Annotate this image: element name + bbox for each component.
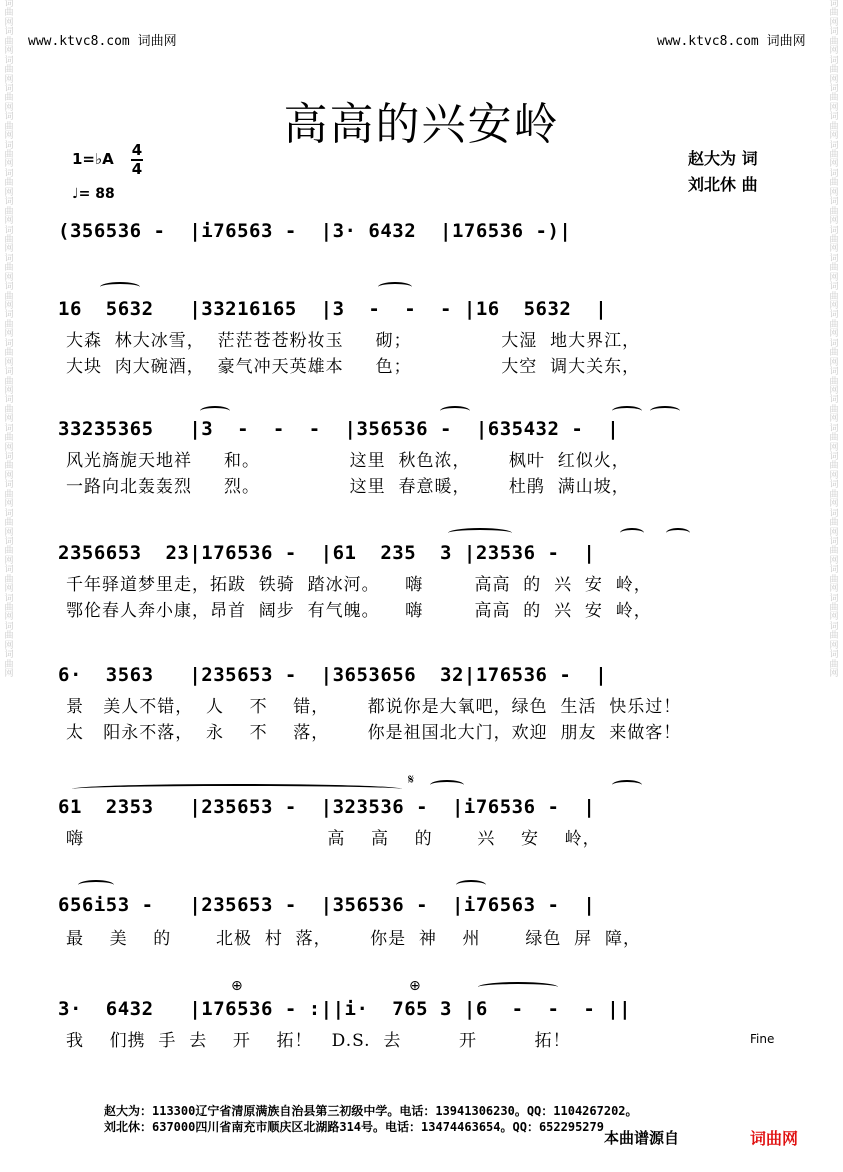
fine-mark: Fine [750, 1032, 775, 1046]
score-row-3-notes: 33235365 |3 - - - |356536 - |635432 - | [58, 418, 620, 440]
time-signature [131, 143, 143, 177]
time-signature-top: 4 [131, 141, 143, 159]
score-row-2-lyric-verse2: 大块 肉大碗酒， 豪气冲天英雄本 色； 大空 调大关东， [66, 357, 641, 377]
score-row-7-notes: 656i53 - |235653 - |356536 - |i76563 - | [58, 894, 596, 916]
key-signature: 1=♭A [72, 150, 114, 168]
lyricist-credit: 赵大为 词 [688, 149, 758, 168]
coda-sign-1: ⊕ [231, 978, 243, 994]
composer-credit: 刘北休 曲 [688, 175, 758, 194]
score-row-8-notes: 3· 6432 |176536 - :||i· 765 3 |6 - - - || [58, 998, 632, 1020]
score-row-7-lyric: 最 美 的 北极 村 落， 你是 神 州 绿色 屏 障， [66, 929, 641, 949]
score-row-8-lyric: 我 们携 手 去 开 拓！ D.S. 去 开 拓！ [66, 1031, 571, 1051]
slur [100, 282, 140, 292]
score-row-2-lyric-verse1: 大森 林大冰雪， 茫茫苍苍粉妆玉 砌； 大湿 地大界江， [66, 331, 641, 351]
site-label-right[interactable]: www.ktvc8.com 词曲网 [657, 34, 806, 49]
slur [478, 982, 558, 992]
score-row-5-notes: 6· 3563 |235653 - |3653656 32|176536 - | [58, 664, 608, 686]
side-watermark-left: 词曲网词曲网词曲网词曲网词曲网词曲网词曲网词曲网词曲网词曲网词曲网词曲网词曲网词曲网词曲网词曲网词曲网词曲网词曲网词曲网词曲网词曲网词曲网词曲网 [4, 0, 14, 680]
footer-lyricist-contact: 赵大为：113300辽宁省清原满族自治县第三初级中学。电话：13941306230。QQ：1104267202。 [104, 1104, 638, 1118]
side-watermark-right: 词曲网词曲网词曲网词曲网词曲网词曲网词曲网词曲网词曲网词曲网词曲网词曲网词曲网词曲网词曲网词曲网词曲网词曲网词曲网词曲网词曲网词曲网词曲网词曲网 [829, 0, 839, 680]
slur [612, 780, 642, 790]
score-row-3-lyric-verse1: 风光旖旎天地祥 和。 这里 秋色浓， 枫叶 红似火， [66, 451, 630, 471]
slur [440, 406, 470, 416]
brand-logo[interactable]: 词曲网 [750, 1129, 799, 1148]
score-row-4-notes: 2356653 23|176536 - |61 235 3 |23536 - | [58, 542, 596, 564]
source-label: 本曲谱源自 [604, 1129, 680, 1147]
score-row-5-lyric-verse1: 景 美人不错， 人 不 错， 都说你是大氧吧，绿色 生活 快乐过！ [66, 697, 682, 717]
slur [200, 406, 230, 416]
slur [72, 784, 402, 794]
site-label-left[interactable]: www.ktvc8.com 词曲网 [28, 34, 177, 49]
segno-sign: 𝄋 [408, 772, 415, 788]
slur [378, 282, 412, 292]
score-row-2-notes: 16 5632 |33216165 |3 - - - |16 5632 | [58, 298, 608, 320]
song-title: 高高的兴安岭 [283, 99, 560, 150]
score-row-3-lyric-verse2: 一路向北轰轰烈 烈。 这里 春意暖， 杜鹃 满山坡， [66, 477, 630, 497]
score-row-4-lyric-verse2: 鄂伦春人奔小康，昂首 阔步 有气魄。 嗨 高高 的 兴 安 岭， [66, 601, 652, 621]
slur [430, 780, 464, 790]
tempo-marking: ♩= 88 [72, 186, 115, 202]
slur [666, 528, 690, 538]
slur [448, 528, 512, 538]
coda-sign-2: ⊕ [409, 978, 421, 994]
slur [78, 880, 114, 890]
score-row-6-lyric: 嗨 高 高 的 兴 安 岭， [66, 829, 601, 849]
score-row-4-lyric-verse1: 千年驿道梦里走，拓跋 铁骑 踏冰河。 嗨 高高 的 兴 安 岭， [66, 575, 652, 595]
score-row-6-notes: 61 2353 |235653 - |323536 - |i76536 - | [58, 796, 596, 818]
footer-composer-contact: 刘北休：637000四川省南充市顺庆区北湖路314号。电话：13474463654。QQ：652295279 [104, 1120, 604, 1134]
slur [456, 880, 486, 890]
slur [612, 406, 642, 416]
slur [620, 528, 644, 538]
slur [650, 406, 680, 416]
score-row-1-notes: (356536 - |i76563 - |3· 6432 |176536 -)| [58, 220, 572, 242]
time-signature-bottom: 4 [131, 160, 143, 178]
score-row-5-lyric-verse2: 太 阳永不落， 永 不 落， 你是祖国北大门，欢迎 朋友 来做客！ [66, 723, 682, 743]
